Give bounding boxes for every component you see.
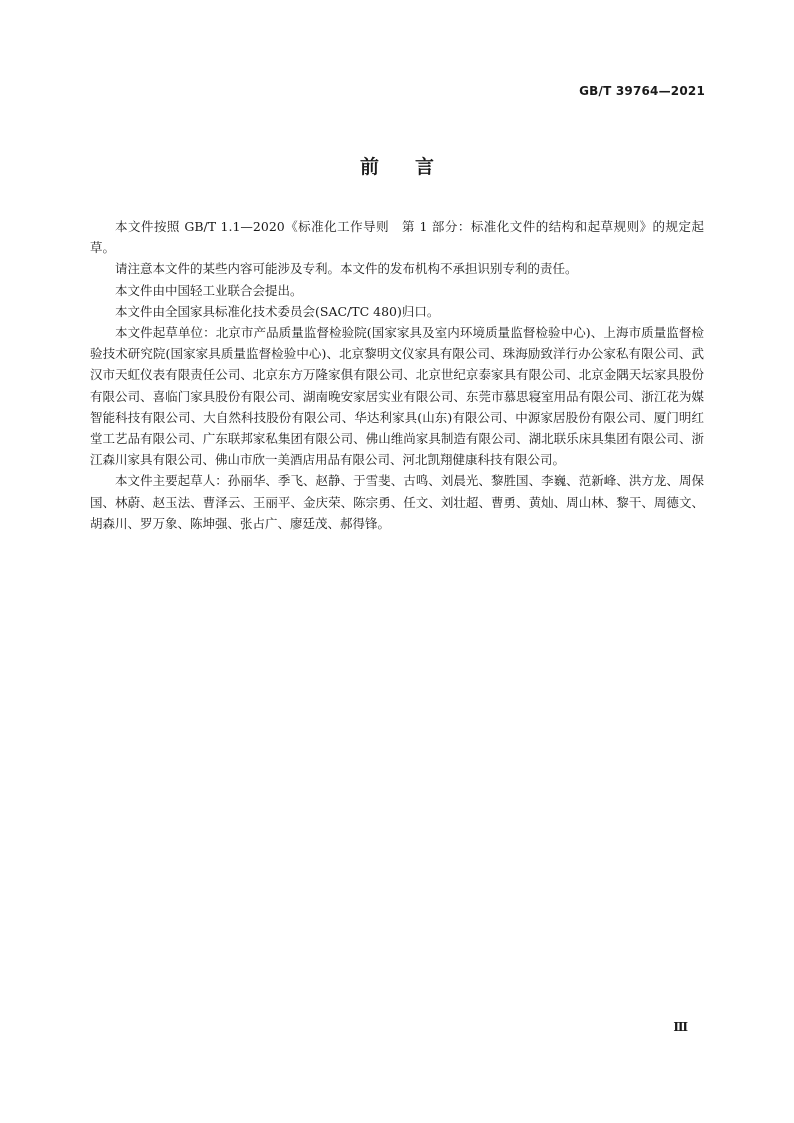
foreword-body xyxy=(90,216,704,534)
page-title: 前言 xyxy=(359,156,470,178)
paragraph-drafting-organizations: 本文件起草单位：北京市产品质量监督检验院(国家家具及室内环境质量监督检验中心)、上海市质量监督检验技术研究院(国家家具质量监督检验中心)、北京黎明文仪家具有限公司、珠海励致洋行办公家私有限公司、武汉市天虹仪表有限责任公司、北京东方万隆家俱有限公司、北京世纪京泰家具有限公司、北京金隅天坛家具股份有限公司、喜临门家具股份有限公司、湖南晚安家居实业有限公司、东莞市慕思寝室用品有限公司、浙江花为媒智能科技有限公司、大自然科技股份有限公司、华达利家具(山东)有限公司、中源家居股份有限公司、厦门明红堂工艺品有限公司、广东联邦家私集团有限公司、佛山维尚家具制造有限公司、湖北联乐床具集团有限公司、浙江森川家具有限公司、佛山市欣一美酒店用品有限公司、河北凯翔健康科技有限公司。 xyxy=(90,325,704,468)
paragraph-drafting-rules: 本文件按照 GB/T 1.1—2020《标准化工作导则 第 1 部分：标准化文件的结构和起草规则》的规定起草。 xyxy=(90,219,704,256)
page-number: Ⅲ xyxy=(673,1020,688,1034)
paragraph-drafters: 本文件主要起草人：孙丽华、季飞、赵静、于雪斐、古鸣、刘晨光、黎胜国、李巍、范新峰、洪方龙、周保国、林蔚、赵玉法、曹泽云、王丽平、金庆荣、陈宗勇、任文、刘壮超、曹勇、黄灿、周山林、黎干、周德文、胡森川、罗万象、陈坤强、张占广、廖廷茂、郝得锋。 xyxy=(90,473,704,531)
paragraph-proposed-by: 本文件由中国轻工业联合会提出。 xyxy=(115,282,303,298)
standard-number: GB/T 39764—2021 xyxy=(579,84,705,98)
paragraph-patent-notice: 请注意本文件的某些内容可能涉及专利。本文件的发布机构不承担识别专利的责任。 xyxy=(115,261,578,277)
paragraph-under-jurisdiction: 本文件由全国家具标准化技术委员会(SAC/TC 480)归口。 xyxy=(115,303,440,319)
